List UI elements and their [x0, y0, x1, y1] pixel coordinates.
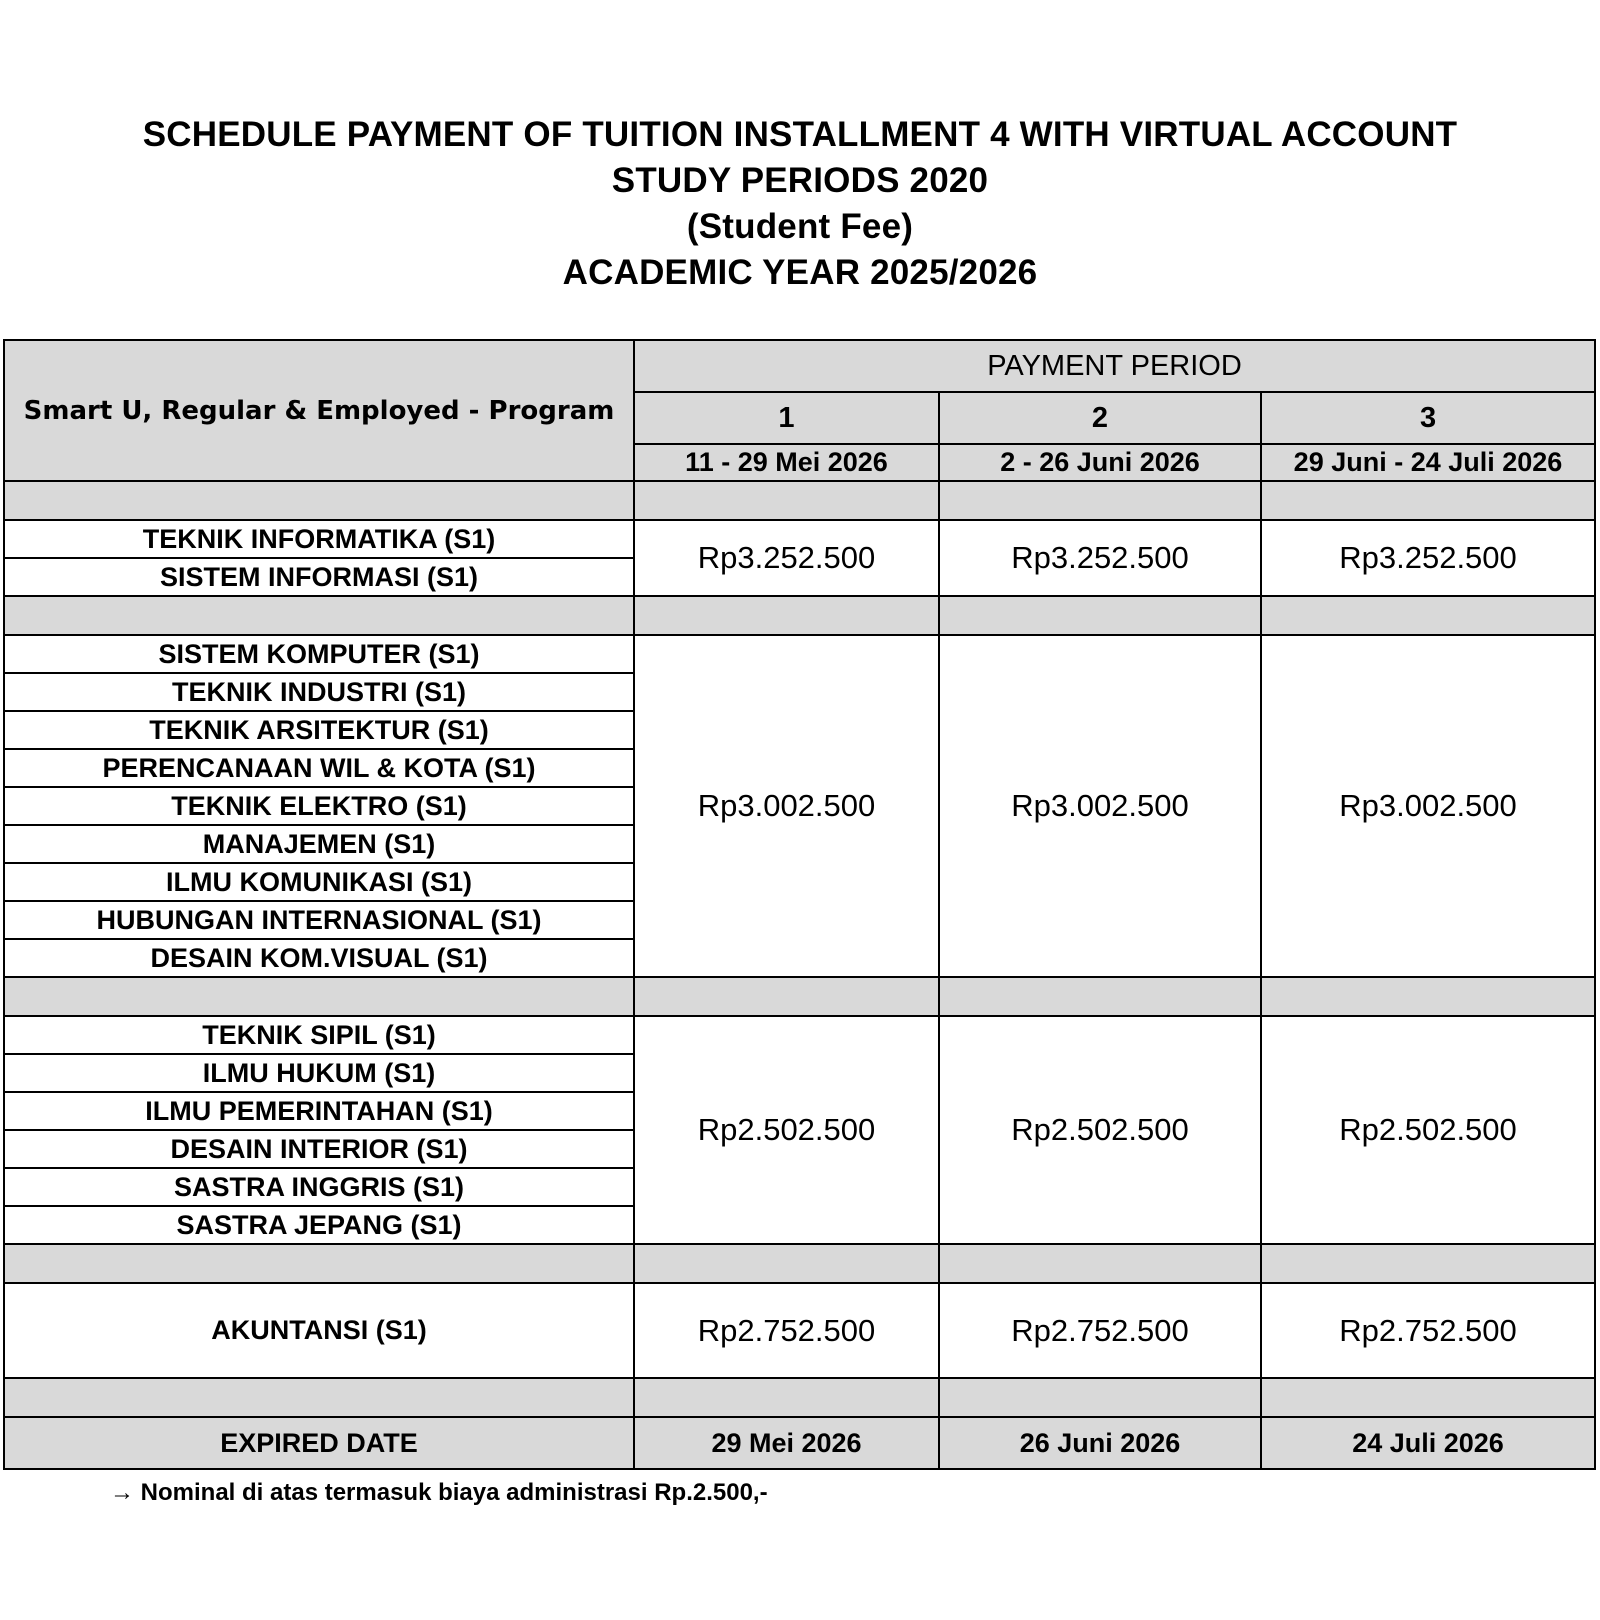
- expired-date-label: EXPIRED DATE: [4, 1417, 634, 1469]
- program-name: AKUNTANSI (S1): [4, 1283, 634, 1378]
- program-name: ILMU HUKUM (S1): [4, 1054, 634, 1092]
- period-number-1: 1: [634, 392, 939, 444]
- period-dates-1: 11 - 29 Mei 2026: [634, 444, 939, 481]
- program-name: TEKNIK INDUSTRI (S1): [4, 673, 634, 711]
- amount-cell: Rp2.502.500: [1261, 1016, 1595, 1244]
- amount-cell: Rp2.752.500: [939, 1283, 1261, 1378]
- expired-date-3: 24 Juli 2026: [1261, 1417, 1595, 1469]
- program-name: SASTRA JEPANG (S1): [4, 1206, 634, 1244]
- table-row: [4, 1283, 1595, 1378]
- payment-schedule-table: [3, 339, 1596, 1470]
- title-line-2: STUDY PERIODS 2020: [611, 161, 989, 200]
- amount-cell: Rp2.752.500: [1261, 1283, 1595, 1378]
- table-row: [4, 1016, 1595, 1054]
- table-row: [4, 520, 1595, 558]
- program-name: ILMU KOMUNIKASI (S1): [4, 863, 634, 901]
- expired-date-2: 26 Juni 2026: [939, 1417, 1261, 1469]
- title-line-3: (Student Fee): [686, 207, 914, 246]
- footnote: → Nominal di atas termasuk biaya administrasi Rp.2.500,-: [110, 1479, 768, 1506]
- program-name: TEKNIK ELEKTRO (S1): [4, 787, 634, 825]
- spacer-row: [4, 481, 1595, 520]
- period-number-2: 2: [939, 392, 1261, 444]
- program-name: TEKNIK INFORMATIKA (S1): [4, 520, 634, 558]
- program-name: TEKNIK SIPIL (S1): [4, 1016, 634, 1054]
- program-name: HUBUNGAN INTERNASIONAL (S1): [4, 901, 634, 939]
- payment-period-header: PAYMENT PERIOD: [634, 340, 1595, 392]
- spacer-row: [4, 596, 1595, 635]
- document-title: [0, 112, 1600, 296]
- amount-cell: Rp3.002.500: [634, 635, 939, 977]
- amount-cell: Rp3.252.500: [939, 520, 1261, 596]
- amount-cell: Rp3.002.500: [1261, 635, 1595, 977]
- program-name: SISTEM KOMPUTER (S1): [4, 635, 634, 673]
- period-dates-3: 29 Juni - 24 Juli 2026: [1261, 444, 1595, 481]
- period-dates-2: 2 - 26 Juni 2026: [939, 444, 1261, 481]
- program-name: DESAIN KOM.VISUAL (S1): [4, 939, 634, 977]
- amount-cell: Rp2.502.500: [634, 1016, 939, 1244]
- amount-cell: Rp3.252.500: [634, 520, 939, 596]
- period-number-3: 3: [1261, 392, 1595, 444]
- header-row-period: [4, 340, 1595, 392]
- amount-cell: Rp2.502.500: [939, 1016, 1261, 1244]
- program-name: SISTEM INFORMASI (S1): [4, 558, 634, 596]
- spacer-row: [4, 1378, 1595, 1417]
- amount-cell: Rp3.252.500: [1261, 520, 1595, 596]
- amount-cell: Rp2.752.500: [634, 1283, 939, 1378]
- spacer-row: [4, 977, 1595, 1016]
- program-name: ILMU PEMERINTAHAN (S1): [4, 1092, 634, 1130]
- program-name: TEKNIK ARSITEKTUR (S1): [4, 711, 634, 749]
- program-name: DESAIN INTERIOR (S1): [4, 1130, 634, 1168]
- title-line-4: ACADEMIC YEAR 2025/2026: [562, 253, 1038, 292]
- expired-date-1: 29 Mei 2026: [634, 1417, 939, 1469]
- program-name: MANAJEMEN (S1): [4, 825, 634, 863]
- spacer-row: [4, 1244, 1595, 1283]
- expired-date-row: [4, 1417, 1595, 1469]
- program-column-header: Smart U, Regular & Employed - Program: [4, 340, 634, 481]
- amount-cell: Rp3.002.500: [939, 635, 1261, 977]
- table-row: [4, 635, 1595, 673]
- program-name: SASTRA INGGRIS (S1): [4, 1168, 634, 1206]
- title-line-1: SCHEDULE PAYMENT OF TUITION INSTALLMENT 4 WITH VIRTUAL ACCOUNT: [142, 115, 1458, 154]
- program-name: PERENCANAAN WIL & KOTA (S1): [4, 749, 634, 787]
